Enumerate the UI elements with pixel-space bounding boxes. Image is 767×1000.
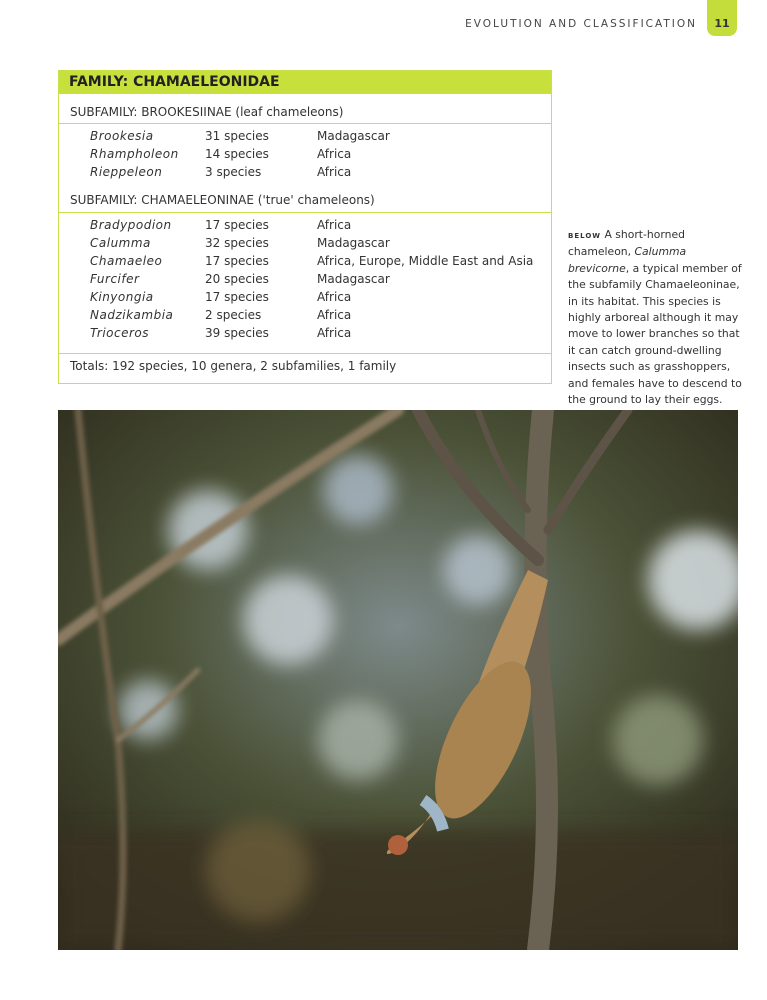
caption-label: BELOW bbox=[568, 232, 601, 240]
species-count-cell: 17 species bbox=[205, 218, 269, 232]
genus-cell: Bradypodion bbox=[90, 218, 172, 232]
chameleon-photo bbox=[58, 410, 738, 950]
divider bbox=[59, 353, 551, 354]
species-count-cell: 32 species bbox=[205, 236, 269, 250]
table-totals: Totals: 192 species, 10 genera, 2 subfamilies, 1 family bbox=[70, 359, 397, 373]
table-row bbox=[59, 127, 551, 145]
genus-cell: Rhampholeon bbox=[90, 147, 179, 161]
genus-cell: Brookesia bbox=[90, 129, 154, 143]
table-title: FAMILY: CHAMAELEONIDAE bbox=[59, 71, 551, 94]
table-row bbox=[59, 324, 551, 342]
classification-table bbox=[58, 70, 552, 384]
region-cell: Madagascar bbox=[317, 129, 390, 143]
table-row bbox=[59, 216, 551, 234]
region-cell: Africa bbox=[317, 290, 352, 304]
genus-cell: Kinyongia bbox=[90, 290, 154, 304]
region-cell: Africa bbox=[317, 308, 352, 322]
region-cell: Africa bbox=[317, 147, 352, 161]
divider bbox=[59, 123, 551, 124]
photo-caption: BELOW A short-horned chameleon, Calumma brevicorne, a typical member of the subfamily Chamaeleoninae, in its habitat. This species is highly arboreal although it may move to lower branches so that it can catch ground-dwelling insects such as grasshoppers, and females have to descend to the ground to lay their eggs. bbox=[568, 228, 742, 407]
species-count-cell: 17 species bbox=[205, 290, 269, 304]
genus-cell: Nadzikambia bbox=[90, 308, 174, 322]
region-cell: Africa, Europe, Middle East and Asia bbox=[317, 254, 534, 268]
genus-cell: Calumma bbox=[90, 236, 151, 250]
divider bbox=[59, 212, 551, 213]
page-number: 11 bbox=[707, 0, 737, 36]
region-cell: Africa bbox=[317, 326, 352, 340]
table-row bbox=[59, 234, 551, 252]
table-row bbox=[59, 288, 551, 306]
subfamily-heading: SUBFAMILY: BROOKESIINAE (leaf chameleons) bbox=[70, 105, 344, 119]
genus-cell: Rieppeleon bbox=[90, 165, 163, 179]
table-row bbox=[59, 270, 551, 288]
genus-cell: Furcifer bbox=[90, 272, 140, 286]
species-count-cell: 3 species bbox=[205, 165, 262, 179]
species-count-cell: 20 species bbox=[205, 272, 269, 286]
species-name: Calumma brevicorne bbox=[568, 245, 687, 275]
table-row bbox=[59, 252, 551, 270]
species-count-cell: 2 species bbox=[205, 308, 262, 322]
table-row bbox=[59, 145, 551, 163]
running-title: EVOLUTION AND CLASSIFICATION bbox=[465, 18, 697, 30]
table-row bbox=[59, 163, 551, 181]
species-count-cell: 14 species bbox=[205, 147, 269, 161]
region-cell: Africa bbox=[317, 165, 352, 179]
species-count-cell: 17 species bbox=[205, 254, 269, 268]
table-row bbox=[59, 306, 551, 324]
genus-cell: Trioceros bbox=[90, 326, 150, 340]
species-count-cell: 39 species bbox=[205, 326, 269, 340]
region-cell: Africa bbox=[317, 218, 352, 232]
region-cell: Madagascar bbox=[317, 236, 390, 250]
species-count-cell: 31 species bbox=[205, 129, 269, 143]
genus-cell: Chamaeleo bbox=[90, 254, 163, 268]
region-cell: Madagascar bbox=[317, 272, 390, 286]
subfamily-heading: SUBFAMILY: CHAMAELEONINAE ('true' chameleons) bbox=[70, 193, 375, 207]
